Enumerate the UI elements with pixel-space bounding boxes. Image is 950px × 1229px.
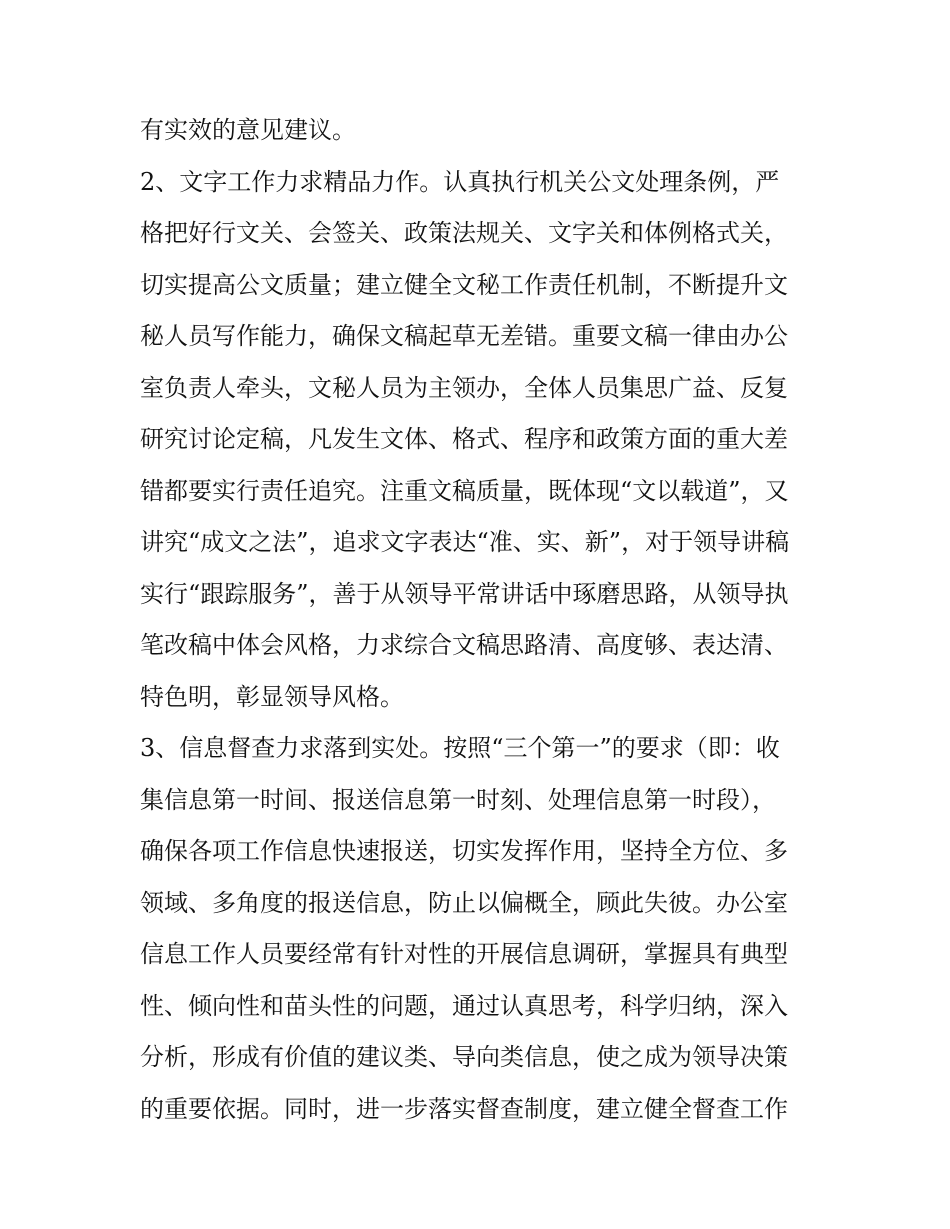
text-line-12: 特色明，彰显领导风格。 xyxy=(140,682,404,711)
document-body xyxy=(140,108,820,1138)
text-line-7: 研究讨论定稿，凡发生文体、格式、程序和政策方面的重大差 xyxy=(140,425,788,453)
text-line-19: 分析，形成有价值的建议类、导向类信息，使之成为领导决策 xyxy=(140,1043,788,1071)
text-line-15: 确保各项工作信息快速报送，切实发挥作用，坚持全方位、多 xyxy=(140,837,788,865)
text-line-4: 切实提高公文质量；建立健全文秘工作责任机制，不断提升文 xyxy=(140,270,788,299)
text-line-10: 实行“跟踪服务”，善于从领导平常讲话中琢磨思路，从领导执 xyxy=(140,579,789,608)
text-line-2: 2、文字工作力求精品力作。认真执行机关公文处理条例，严 xyxy=(140,167,780,196)
text-line-16: 领域、多角度的报送信息，防止以偏概全，顾此失彼。办公室 xyxy=(140,888,788,917)
text-line-14: 集信息第一时间、报送信息第一时刻、处理信息第一时段）， xyxy=(140,785,776,814)
text-line-20: 的重要依据。同时，进一步落实督查制度，建立健全督查工作 xyxy=(140,1094,788,1123)
text-line-11: 笔改稿中体会风格，力求综合文稿思路清、高度够、表达清、 xyxy=(140,631,788,659)
text-line-3: 格把好行文关、会签关、政策法规关、文字关和体例格式关， xyxy=(140,219,788,247)
text-line-18: 性、倾向性和苗头性的问题，通过认真思考，科学归纳，深入 xyxy=(140,991,788,1020)
text-line-17: 信息工作人员要经常有针对性的开展信息调研，掌握具有典型 xyxy=(140,940,788,968)
text-line-1: 有实效的意见建议。 xyxy=(140,116,356,144)
text-line-6: 室负责人牵头，文秘人员为主领办，全体人员集思广益、反复 xyxy=(140,373,788,402)
text-line-13: 3、信息督查力求落到实处。按照“三个第一”的要求（即：收 xyxy=(140,734,780,762)
text-line-5: 秘人员写作能力，确保文稿起草无差错。重要文稿一律由办公 xyxy=(140,322,788,350)
text-line-8: 错都要实行责任追究。注重文稿质量，既体现“文以载道”，又 xyxy=(140,476,789,505)
text-line-9: 讲究“成文之法”，追求文字表达“准、实、新”，对于领导讲稿 xyxy=(140,528,790,556)
